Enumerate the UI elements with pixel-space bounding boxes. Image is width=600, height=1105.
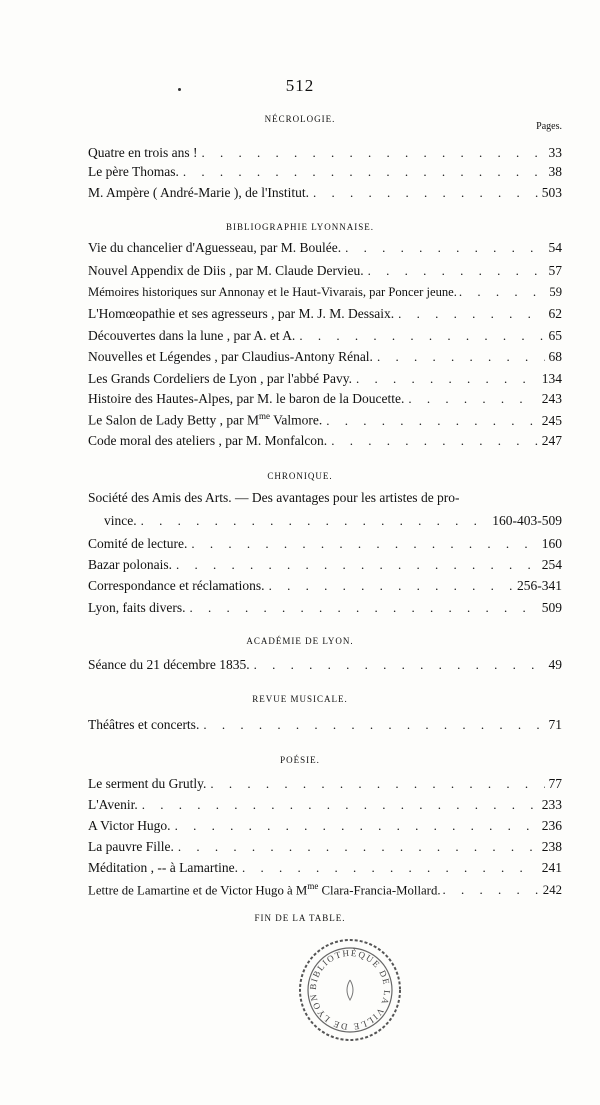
section-title-necrologie: NÉCROLOGIE. (264, 114, 336, 124)
toc-entry: L'Avenir. . . . 233 (88, 797, 562, 817)
toc-entry: Découvertes dans la lune , par A. et A. . . . 65 (88, 328, 562, 348)
pages-column-label: Pages. (536, 121, 562, 132)
section-title-academie: ACADÉMIE DE LYON. (246, 636, 354, 646)
toc-entry: Comité de lecture. . . . 160 (88, 536, 562, 556)
toc-entry: Histoire des Hautes-Alpes, par M. le baron de la Doucette. . . . 243 (88, 391, 562, 411)
toc-entry: Le Salon de Lady Betty , par $M^{me}$ Valmore. . . . 245 (88, 411, 562, 431)
toc-entry: La pauvre Fille. . . . 238 (88, 839, 562, 859)
toc-entry: Code moral des ateliers , par M. Monfalcon. . . . 247 (88, 433, 562, 453)
toc-entry: A Victor Hugo. . . . 236 (88, 818, 562, 838)
svg-text:BIBLIOTHÈQUE DE LA VILLE DE LY: BIBLIOTHÈQUE DE LA VILLE DE LYON (307, 947, 393, 1033)
toc-entry: Lyon, faits divers. . . . 509 (88, 600, 562, 620)
toc-entry: Lettre de Lamartine et de Victor Hugo à $M^{me}$ Clara-Francia-Mollard. . . . 242 (88, 881, 562, 901)
toc-entry: Théâtres et concerts. . . . 71 (88, 717, 562, 737)
section-title-revue-musicale: REVUE MUSICALE. (252, 694, 348, 704)
toc-entry: L'Homœopathie et ses agresseurs , par M. J. M. Dessaix. . . . 62 (88, 306, 562, 326)
toc-entry: Mémoires historiques sur Annonay et le Haut-Vivarais, par Poncer jeune. . . . 59 (88, 284, 562, 304)
toc-entry: Le père Thomas. . . . 38 (88, 164, 562, 184)
toc-entry: Nouvelles et Légendes , par Claudius-Antony Rénal. . . . 68 (88, 349, 562, 369)
library-stamp (295, 935, 405, 1045)
toc-entry: Les Grands Cordeliers de Lyon , par l'abbé Pavy. . . . 134 (88, 371, 562, 391)
toc-entry: vince. . . . 160-403-509 (104, 513, 562, 533)
page-number: 512 (285, 76, 315, 95)
toc-entry: Quatre en trois ans ! . . . 33 (88, 145, 562, 165)
toc-entry: M. Ampère ( André-Marie ), de l'Institut. . . . 503 (88, 185, 562, 205)
end-note: FIN DE LA TABLE. (254, 913, 346, 923)
toc-entry: Vie du chancelier d'Aguesseau, par M. Boulée. . . . 54 (88, 240, 562, 260)
section-title-bibliographie: BIBLIOGRAPHIE LYONNAISE. (225, 222, 375, 232)
toc-entry: Société des Amis des Arts. — Des avantages pour les artistes de pro- (88, 490, 460, 505)
toc-entry: Le serment du Grutly. . . . 77 (88, 776, 562, 796)
section-title-poesie: POÉSIE. (280, 755, 320, 765)
section-title-chronique: CHRONIQUE. (267, 471, 333, 481)
toc-entry: Bazar polonais. . . . 254 (88, 557, 562, 577)
toc-entry: Méditation , -- à Lamartine. . . . 241 (88, 860, 562, 880)
toc-entry: Séance du 21 décembre 1835. . . . 49 (88, 657, 562, 677)
toc-entry: Nouvel Appendix de Diis , par M. Claude Dervieu. . . . 57 (88, 263, 562, 283)
toc-entry: Correspondance et réclamations. . . . 256-341 (88, 578, 562, 598)
